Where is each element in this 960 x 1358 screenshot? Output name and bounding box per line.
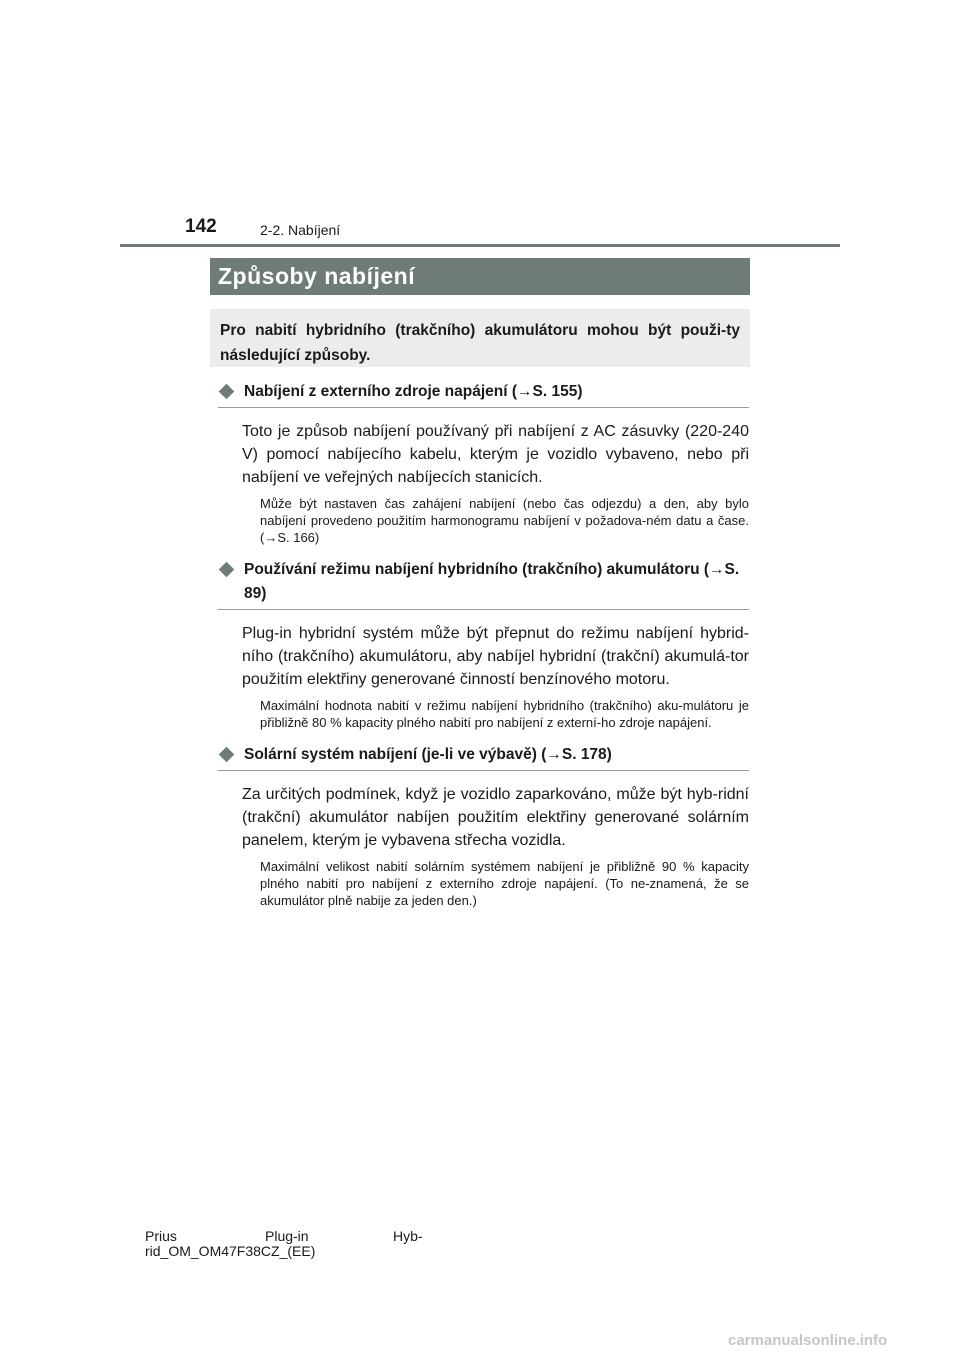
heading-text: Používání režimu nabíjení hybridního (trakčního) akumulátoru (→S. 89)	[244, 561, 740, 602]
heading-text: Solární systém nabíjení (je-li ve výbavě) (→S. 178)	[244, 746, 612, 763]
diamond-bullet-icon	[219, 562, 235, 578]
header-rule	[120, 244, 840, 247]
section-note: Může být nastaven čas zahájení nabíjení (nebo čas odjezdu) a den, aby bylo nabíjení provedeno použitím harmonogramu nabíjení v požadova-ném datu a čase. (→S. 166)	[260, 496, 749, 545]
section-heading	[218, 380, 749, 408]
section-label: 2-2. Nabíjení	[260, 222, 341, 238]
footer-variant: Plug-in	[265, 1228, 309, 1244]
footer-hybrid: Hyb-	[393, 1228, 423, 1244]
section-solar	[218, 743, 749, 909]
diamond-bullet-icon	[219, 747, 235, 763]
title-band	[210, 258, 750, 295]
watermark: carmanualsonline.info	[728, 1332, 888, 1349]
intro-box: Pro nabití hybridního (trakčního) akumulátoru mohou být použi-ty následující způsoby.	[210, 309, 750, 367]
footer-model: Prius	[145, 1228, 177, 1244]
section-heading	[218, 743, 749, 771]
heading-text: Nabíjení z externího zdroje napájení (→S. 155)	[244, 383, 583, 400]
page-number: 142	[185, 216, 217, 237]
diamond-bullet-icon	[219, 384, 235, 400]
section-external	[218, 380, 749, 546]
section-body: Toto je způsob nabíjení používaný při nabíjení z AC zásuvky (220-240 V) pomocí nabíjecího kabelu, kterým je vozidlo vybaveno, nebo při nabíjení ve veřejných nabíjecích stanicích.	[242, 423, 749, 486]
section-body: Plug-in hybridní systém může být přepnut do režimu nabíjení hybrid-ního (trakčního) akumulátoru, aby nabíjel hybridní (trakční) akumulá-tor použitím elektřiny generované činností benzínového motoru.	[242, 625, 749, 688]
section-note: Maximální velikost nabití solárním systémem nabíjení je přibližně 90 % kapacity plného nabití pro nabíjení z externího zdroje napájení. (To ne-znamená, že se akumulátor plně nabije za jeden den.)	[260, 859, 749, 908]
footer-doc-code: rid_OM_OM47F38CZ_(EE)	[145, 1243, 316, 1259]
content	[218, 380, 749, 921]
section-note: Maximální hodnota nabití v režimu nabíjení hybridního (trakčního) aku-mulátoru je přibližně 80 % kapacity plného nabití pro nabíjení z externí-ho zdroje napájení.	[260, 698, 749, 730]
section-body: Za určitých podmínek, když je vozidlo zaparkováno, může být hyb-ridní (trakční) akumulátor nabíjen použitím elektřiny generované solárním panelem, kterým je vybavena střecha vozidla.	[242, 786, 749, 849]
page-title: Způsoby nabíjení	[218, 263, 416, 289]
section-charging-mode	[218, 558, 749, 731]
section-heading	[218, 558, 749, 610]
